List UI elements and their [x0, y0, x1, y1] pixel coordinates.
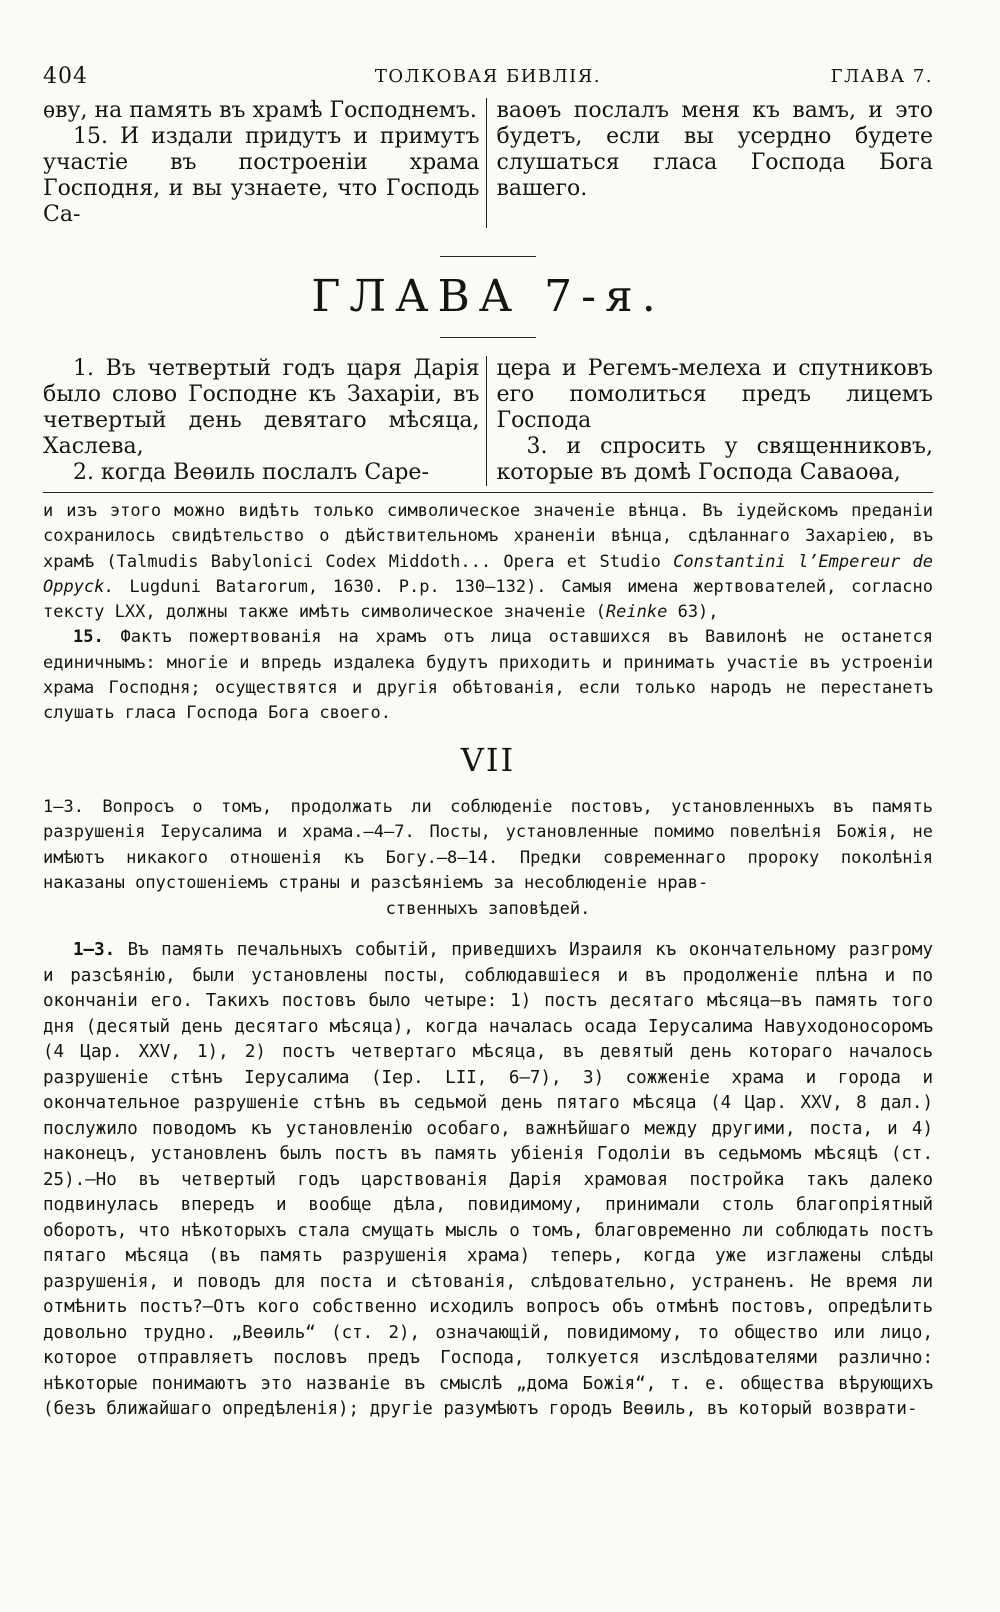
commentary-citation: Reinke: [605, 602, 668, 623]
scripture-verse-2-continued: цера и Регемъ-мелеха и спутниковъ его помолиться предъ лицемъ Господа: [496, 356, 933, 433]
divider-rule: [440, 337, 536, 338]
commentary-text: 63),: [667, 602, 719, 623]
scripture-verse-15: 15. И издали придутъ и примутъ участiе въ построенiи храма Господня, и вы узнаете, что Господь Са-: [43, 124, 480, 227]
running-chapter: ГЛАВА 7.: [830, 66, 933, 87]
commentary-block: [43, 499, 933, 727]
chapter-scripture-columns: [43, 356, 933, 486]
commentary-text: и изъ этого можно видѣть только символическое значенiе вѣнца. Въ iудейскомъ преданiи сохранилось свидѣтельство о дѣйствительномъ храненiи вѣнца, сдѣланнаго Захарiею, въ храмѣ (Talmudis Babylonici Codex Middoth... Opera et Studio: [43, 501, 933, 572]
section-summary: [43, 795, 933, 923]
top-left-column: [43, 98, 486, 228]
scripture-verse-1: 1. Въ четвертый годъ царя Дарiя было слово Господне къ Захарiи, въ четвертый день девятаго мѣсяца, Хаслева,: [43, 356, 480, 459]
section-numeral: VII: [460, 740, 516, 779]
verse-number: 15.: [73, 627, 104, 648]
scripture-verse-2: 2. когда Веѳиль послалъ Саре-: [73, 460, 429, 485]
summary-text: 1—3. Вопросъ о томъ, продолжать ли соблюденiе постовъ, установленныхъ въ память разрушенiя Iерусалима и храма.—4—7. Посты, установленные помимо повелѣнiя Божiя, не имѣютъ никакого отношенiя къ Богу.—8—14. Предки современнаго пророку поколѣнiя наказаны опустошенiемъ страны и разсѣянiемъ за несоблюденiе нрав-: [43, 796, 933, 894]
section-body: [43, 938, 933, 1423]
divider-rule: [440, 256, 536, 257]
top-scripture-columns: [43, 98, 933, 228]
commentary-paragraph: [43, 499, 933, 625]
verse-number: 1—3.: [73, 940, 116, 961]
commentary-rule: [43, 492, 933, 493]
scripture-verse-3: 3. и спросить у священниковъ, которые въ домѣ Господа Саваоѳа,: [496, 434, 933, 485]
chapter-heading: ГЛАВА 7-я.: [311, 271, 665, 322]
chapter-left-column: [43, 356, 486, 486]
running-title: ТОЛКОВАЯ БИВЛIЯ.: [374, 66, 602, 87]
commentary-text: Lugduni Batarorum, 1630. P.p. 130—132). Самыя имена жертвователей, согласно тексту LXX, должны также имѣть символическое значенiе (: [43, 576, 933, 623]
page-number: 404: [43, 64, 88, 89]
commentary-citation: Constantini l’Empereur de Oppyck.: [43, 551, 934, 597]
running-header: [43, 60, 933, 92]
commentary-paragraph-15: [43, 625, 933, 726]
scripture-fragment: ѳву, на память въ храмѣ Господнемъ.: [43, 98, 477, 123]
scripture-fragment-continued: ваоѳъ послалъ меня къ вамъ, и это будетъ, если вы усердно будете слушаться гласа Господа Бога вашего.: [496, 98, 933, 201]
top-right-column: [486, 98, 934, 228]
page: [43, 60, 933, 1423]
body-text: Въ память печальныхъ событiй, приведшихъ Израиля къ окончательному разгрому и разсѣянiю, были установлены посты, соблюдавшiеся и въ продолженiе плѣна и по окончанiи его. Такихъ постовъ было четыре: 1) постъ десятаго мѣсяца—въ память того дня (десятый день десятаго мѣсяца), когда началась осада Iерусалима Навуходоносоромъ (4 Цар. XXV, 1), 2) постъ четвертаго мѣсяца, въ девятый день котораго началось разрушенiе стѣнъ Iерусалима (Iер. LII, 6—7), 3) сожженiе храма и города и окончательное разрушенiе стѣнъ въ седьмой день пятаго мѣсяца (4 Цар. XXV, 8 дал.) послужило поводомъ къ установленiю особаго, важнѣйшаго между другими, поста, и 4) наконецъ, установленъ былъ постъ въ память убiенiя Годолiи въ седьмомъ мѣсяцѣ (ст. 25).—Но въ четвертый годъ царствованiя Дарiя храмовая постройка такъ далеко подвинулась впередъ и вообще дѣла, повидимому, принимали столь благопрiятный оборотъ, что нѣкоторыхъ стала смущать мысль о томъ, благовременно ли соблюдать постъ пятаго мѣсяца (въ память разрушенiя храма) теперь, когда уже изглажены слѣды разрушенiя, и поводъ для поста и сѣтованiя, слѣдовательно, устраненъ. Не время ли отмѣнить постъ?—Отъ кого собственно исходилъ вопросъ объ отмѣнѣ постовъ, опредѣлить довольно трудно. „Веѳиль“ (ст. 2), означающiй, повидимому, то общество или лицо, которое отправляетъ пословъ предъ Господа, толкуется изслѣдователями различно: нѣкоторые понимаютъ это названiе въ смыслѣ „дома Божiя“, т. е. общества вѣрующихъ (безъ ближайшаго опредѣленiя); другiе разумѣютъ городъ Веѳиль, въ который возврати-: [43, 940, 933, 1420]
chapter-right-column: [486, 356, 934, 486]
commentary-text: Фактъ пожертвованiя на храмъ отъ лица оставшихся въ Вавилонѣ не останется единичнымъ: многiе и впредь издалека будутъ приходить и принимать участiе въ устроенiи храма Господня; осуществятся и другiя обѣтованiя, если только народъ не перестанетъ слушать гласа Господа Бога своего.: [43, 627, 933, 724]
summary-last-line: ственныхъ заповѣдей.: [385, 898, 591, 919]
